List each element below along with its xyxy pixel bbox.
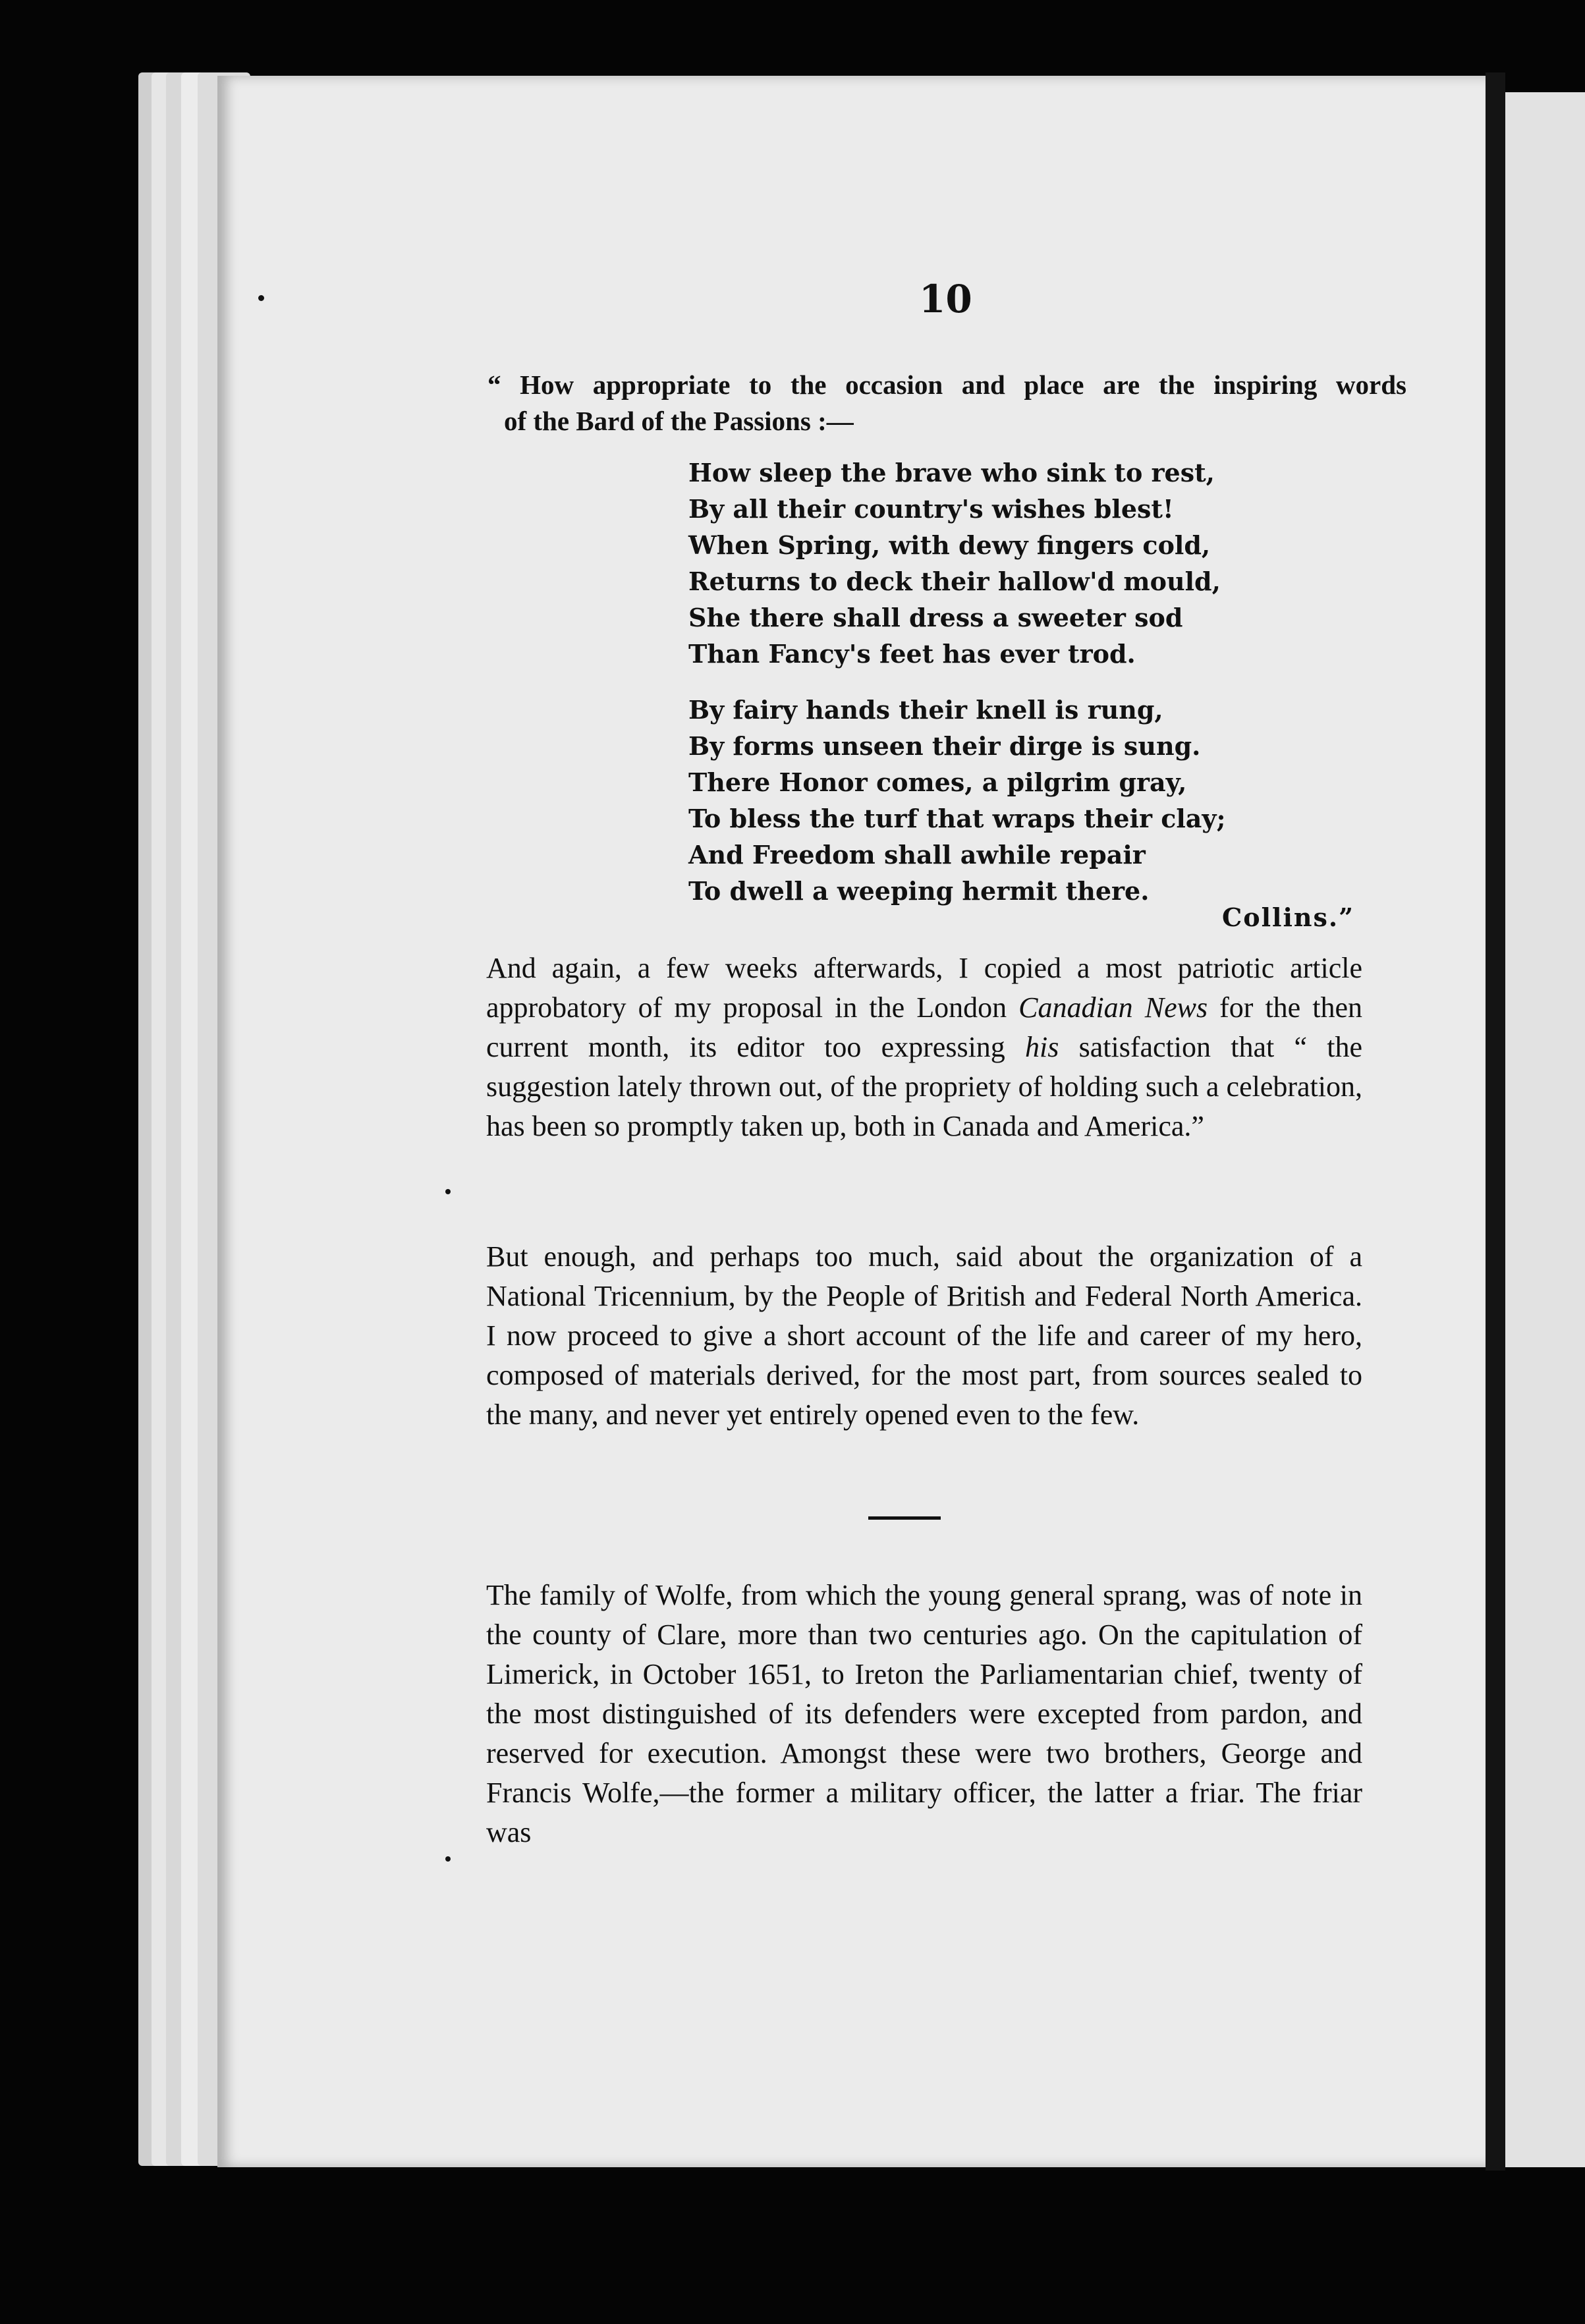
paragraph-1-text xyxy=(486,949,1362,1146)
quote-intro-line-1: “ How appropriate to the occasion and place are the inspiring words xyxy=(487,370,1406,400)
poem-line: And Freedom shall awhile repair xyxy=(688,840,1146,870)
poem-line: She there shall dress a sweeter sod xyxy=(688,603,1183,632)
paragraph-1-italic-his: his xyxy=(1025,1031,1059,1063)
poem-line: By all their country's wishes blest! xyxy=(688,494,1174,524)
facing-page-edge xyxy=(1505,92,1585,2167)
poem-line: To dwell a weeping hermit there. xyxy=(688,876,1150,906)
paragraph-2-text: But enough, and perhaps too much, said about the organization of a National Tricennium, by the People of British and Federal North America. I now proceed to give a short account of the life and career of my hero, composed of materials derived, for the most part, from sources sealed to the many, and never yet entirely opened even to the few. xyxy=(486,1240,1362,1431)
poem-line: Returns to deck their hallow'd mould, xyxy=(688,567,1221,596)
poem-line: By fairy hands their knell is rung, xyxy=(688,695,1163,725)
stanza-gap xyxy=(688,672,1226,692)
paragraph-2 xyxy=(486,1237,1362,1435)
paragraph-1-pre: And again, a few weeks afterwards, I copied a most patriotic article approbatory of my proposal in the London xyxy=(486,952,1362,1024)
margin-dot xyxy=(258,295,264,301)
poem-line: By forms unseen their dirge is sung. xyxy=(688,731,1201,761)
quote-intro-line-2: of the Bard of the Passions :— xyxy=(504,406,854,436)
gutter xyxy=(1486,72,1505,2171)
paragraph-3 xyxy=(486,1576,1362,1852)
poem-line: How sleep the brave who sink to rest, xyxy=(688,458,1215,487)
poem xyxy=(688,455,1226,909)
poem-attribution: Collins.” xyxy=(1222,902,1355,932)
poem-line: There Honor comes, a pilgrim gray, xyxy=(688,767,1187,797)
poem-line: Than Fancy's feet has ever trod. xyxy=(688,639,1136,669)
section-divider xyxy=(868,1516,941,1520)
poem-line: To bless the turf that wraps their clay; xyxy=(688,804,1226,833)
paragraph-3-text: The family of Wolfe, from which the young general sprang, was of note in the county of Clare, more than two centuries ago. On the capitulation of Limerick, in October 1651, to Ireton the Parliamentarian chief, twenty of the most distinguished of its defenders were excepted from pardon, and reserved for execution. Amongst these were two brothers, George and Francis Wolfe,—the former a military officer, the latter a friar. The friar was xyxy=(486,1579,1362,1848)
paragraph-1 xyxy=(486,949,1362,1146)
paragraph-1-italic-title: Canadian News xyxy=(1018,991,1208,1024)
page-number: 10 xyxy=(919,277,972,321)
margin-dot xyxy=(445,1856,451,1862)
paragraph-1-mid: for the then current month, its editor too expressing xyxy=(486,991,1363,1063)
poem-line: When Spring, with dewy fingers cold, xyxy=(688,530,1211,560)
margin-dot xyxy=(445,1189,451,1194)
paragraph-1-post: satisfaction that “ the suggestion lately thrown out, of the propriety of holding such a celebration, has been so promptly taken up, both in Canada and America.” xyxy=(486,1031,1362,1142)
